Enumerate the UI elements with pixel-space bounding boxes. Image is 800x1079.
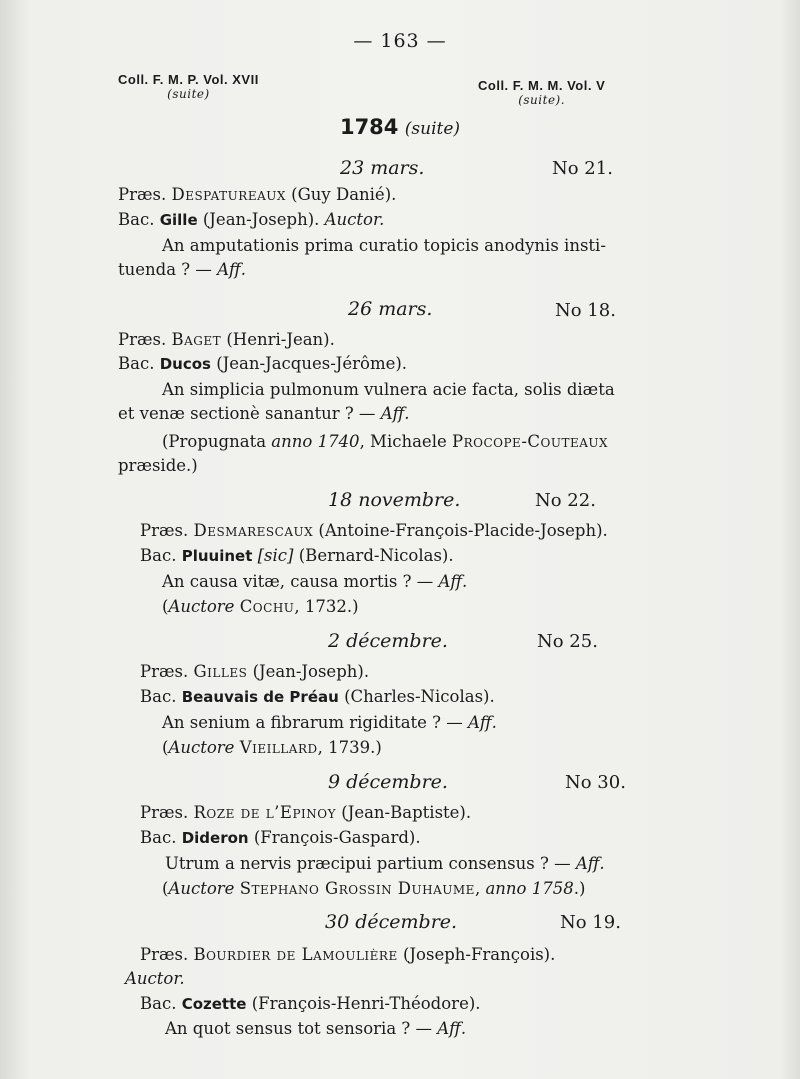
entry-date: 26 mars.	[348, 298, 433, 320]
entry-note-cont: præside.)	[118, 456, 198, 475]
left-collection-suite: (suite)	[167, 87, 210, 101]
entry-thesis-cont: et venæ sectionè sanantur ? — Aff.	[118, 404, 410, 423]
entry-note: (Propugnata anno 1740, Michaele Procope-Couteaux	[162, 432, 609, 451]
entry-praeses: Præs. Baget (Henri-Jean).	[118, 330, 335, 349]
right-collection-header	[478, 78, 605, 107]
entry-praeses-note: Auctor.	[125, 969, 185, 988]
entry-date: 18 novembre.	[328, 489, 461, 511]
entry-bachelor: Bac. Dideron (François-Gaspard).	[140, 828, 421, 847]
page-number: — 163 —	[353, 30, 447, 52]
entry-number: No 18.	[555, 300, 616, 321]
entry-thesis: An amputationis prima curatio topicis anodynis insti-	[162, 236, 606, 255]
year-value: 1784	[339, 115, 399, 139]
entry-number: No 22.	[535, 490, 596, 511]
entry-bachelor: Bac. Ducos (Jean-Jacques-Jérôme).	[118, 354, 408, 373]
year-heading	[0, 115, 800, 139]
right-collection-suite: (suite).	[518, 93, 566, 107]
right-collection-title: Coll. F. M. M. Vol. V	[478, 78, 606, 93]
entry-thesis: An causa vitæ, causa mortis ? — Aff.	[162, 572, 468, 591]
entry-number: No 19.	[560, 912, 621, 933]
entry-praeses: Præs. Gilles (Jean-Joseph).	[140, 662, 370, 681]
entry-thesis-cont: tuenda ? — Aff.	[118, 260, 246, 279]
entry-date: 9 décembre.	[328, 771, 448, 793]
entry-bachelor: Bac. Gille (Jean-Joseph). Auctor.	[118, 210, 385, 229]
entry-date: 30 décembre.	[325, 911, 458, 933]
entry-date: 23 mars.	[340, 157, 425, 179]
left-collection-title: Coll. F. M. P. Vol. XVII	[118, 72, 259, 87]
entry-bachelor: Bac. Pluuinet [sic] (Bernard-Nicolas).	[140, 546, 454, 565]
entry-praeses: Præs. Despatureaux (Guy Danié).	[118, 185, 397, 204]
entry-thesis: An simplicia pulmonum vulnera acie facta, solis diæta	[162, 380, 615, 399]
entry-number: No 25.	[537, 631, 598, 652]
entry-bachelor: Bac. Cozette (François-Henri-Théodore).	[140, 994, 481, 1013]
left-collection-header	[118, 72, 259, 101]
entry-praeses: Præs. Roze de l’Epinoy (Jean-Baptiste).	[140, 803, 472, 822]
entry-praeses: Præs. Desmarescaux (Antoine-François-Placide-Joseph).	[140, 521, 608, 540]
entry-bachelor: Bac. Beauvais de Préau (Charles-Nicolas).	[140, 687, 495, 706]
entry-thesis: An quot sensus tot sensoria ? — Aff.	[165, 1019, 467, 1038]
entry-note: (Auctore Cochu, 1732.)	[162, 597, 359, 616]
entry-number: No 30.	[565, 772, 626, 793]
entry-date: 2 décembre.	[328, 630, 448, 652]
entry-thesis: An senium a fibrarum rigiditate ? — Aff.	[162, 713, 497, 732]
entry-note: (Auctore Stephano Grossin Duhaume, anno 1758.)	[162, 879, 586, 898]
entry-number: No 21.	[552, 158, 613, 179]
entry-thesis: Utrum a nervis præcipui partium consensus ? — Aff.	[165, 854, 605, 873]
entry-praeses: Præs. Bourdier de Lamoulière (Joseph-François).	[140, 945, 556, 964]
entry-note: (Auctore Vieillard, 1739.)	[162, 738, 382, 757]
year-suite: (suite)	[404, 119, 461, 139]
